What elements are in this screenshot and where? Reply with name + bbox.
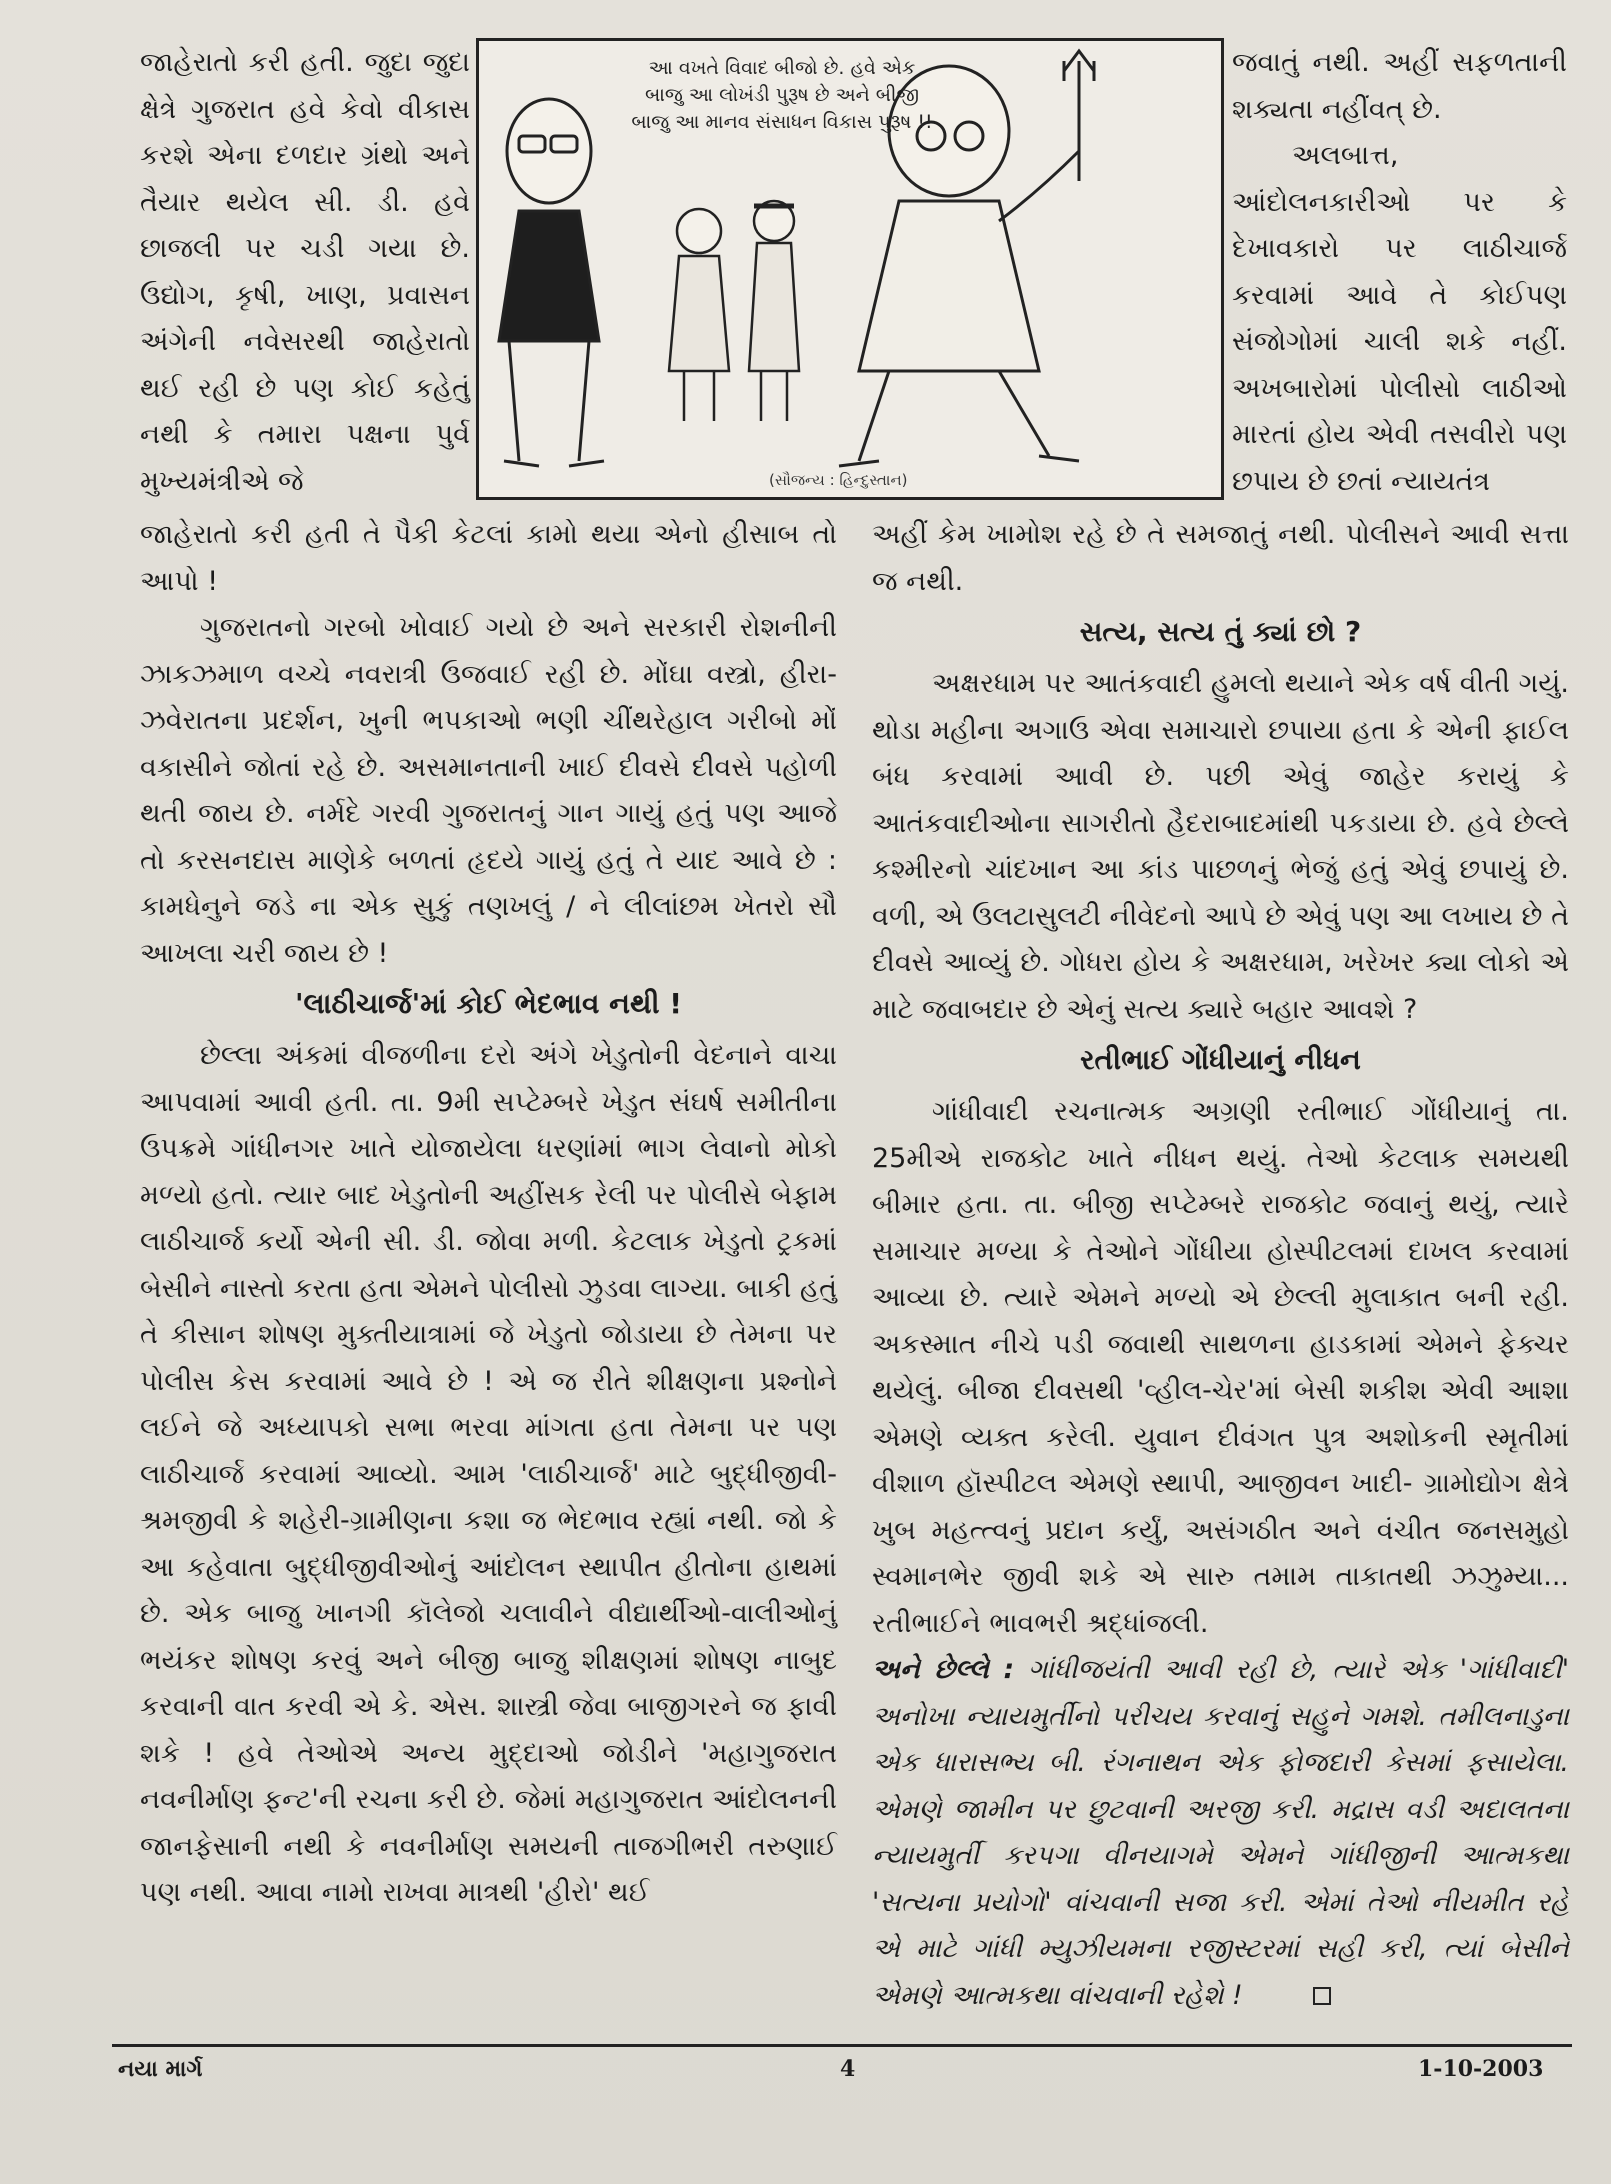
section-heading: સત્ય, સત્ય તું ક્યાં છો ? xyxy=(1079,615,1362,648)
cartoon-image xyxy=(476,38,1224,500)
left-column-top xyxy=(140,40,470,505)
left-column xyxy=(140,512,837,1917)
footer-rule xyxy=(112,2044,1572,2047)
issue-date: 1-10-2003 xyxy=(1418,2056,1544,2082)
article-paragraph: જવાતું નથી. અહીં સફળતાની શક્યતા નહીંવત્ છે. xyxy=(1232,47,1567,125)
article-paragraph: અહીં કેમ ખામોશ રહે છે તે સમજાતું નથી. પોલીસને આવી સત્તા જ નથી. xyxy=(872,519,1569,597)
article-paragraph: અક્ષરધામ પર આતંકવાદી હુમલો થયાને એક વર્ષ વીતી ગયું. થોડા મહીના અગાઉ એવા સમાચારો છપાયા હતા કે એની ફાઈલ બંધ કરવામાં આવી છે. પછી એવું જાહેર કરાયું કે આતંકવાદીઓના સાગરીતો હૈદરાબાદમાંથી પકડાયા છે. હવે છેલ્લે કશ્મીરનો ચાંદખાન આ કાંડ પાછળનું ભેજું હતું એવું છપાયું છે. વળી, એ ઉલટાસુલટી નીવેદનો આપે છે એવું પણ આ લખાય છે તે દીવસે આવ્યું છે. ગોધરા હોય કે અક્ષરધામ, ખરેખર ક્યા લોકો એ માટે જવાબદાર છે એનું સત્ય ક્યારે બહાર આવશે ? xyxy=(872,668,1569,1025)
section-heading: રતીભાઈ ગોંધીયાનું નીધન xyxy=(1080,1043,1361,1076)
end-mark-icon xyxy=(1313,1987,1331,2005)
article-paragraph: જાહેરાતો કરી હતી. જુદા જુદા ક્ષેત્રે ગુજરાત હવે કેવો વીકાસ કરશે એના દળદાર ગ્રંથો અને તૈયાર થયેલ સી. ડી. હવે છાજલી પર ચડી ગયા છે. ઉદ્યોગ, કૃષી, ખાણ, પ્રવાસન અંગેની નવેસરથી જાહેરાતો થઈ રહી છે પણ કોઈ કહેતું નથી કે તમારા પક્ષના પુર્વ મુખ્યમંત્રીએ જે xyxy=(140,47,470,497)
page-number: 4 xyxy=(840,2056,856,2082)
article-paragraph: છેલ્લા અંકમાં વીજળીના દરો અંગે ખેડુતોની વેદનાને વાચા આપવામાં આવી હતી. તા. 9મી સપ્ટેમ્બરે ખેડુત સંઘર્ષ સમીતીના ઉપક્રમે ગાંધીનગર ખાતે યોજાયેલા ધરણાંમાં ભાગ લેવાનો મોકો મળ્યો હતો. ત્યાર બાદ ખેડુતોની અહીંસક રેલી પર પોલીસે બેફામ લાઠીચાર્જ કર્યો એની સી. ડી. જોવા મળી. કેટલાક ખેડુતો ટ્રકમાં બેસીને નાસ્તો કરતા હતા એમને પોલીસો ઝુડવા લાગ્યા. બાકી હતું તે કીસાન શોષણ મુક્તીયાત્રામાં જે ખેડુતો જોડાયા છે તેમના પર પોલીસ કેસ કરવામાં આવે છે ! એ જ રીતે શીક્ષણના પ્રશ્નોને લઈને જે અધ્યાપકો સભા ભરવા માંગતા હતા તેમના પર પણ લાઠીચાર્જ કરવામાં આવ્યો. આમ 'લાઠીચાર્જ' માટે બુદ્ધીજીવી-શ્રમજીવી કે શહેરી-ગ્રામીણના કશા જ ભેદભાવ રહ્યાં નથી. જો કે આ કહેવાતા બુદ્ધીજીવીઓનું આંદોલન સ્થાપીત હીતોના હાથમાં છે. એક બાજુ ખાનગી કૉલેજો ચલાવીને વીદ્યાર્થીઓ-વાલીઓનું ભયંકર શોષણ કરવું અને બીજી બાજુ શીક્ષણમાં શોષણ નાબુદ કરવાની વાત કરવી એ કે. એસ. શાસ્ત્રી જેવા બાજીગરને જ ફાવી શકે ! હવે તેઓએ અન્ય મુદ્દાઓ જોડીને 'મહાગુજરાત નવનીર્માણ ફન્ટ'ની રચના કરી છે. જેમાં મહાગુજરાત આંદોલનની જાનફેસાની નથી કે નવનીર્માણ સમયની તાજગીભરી તરુણાઈ પણ નથી. આવા નામો રાખવા માત્રથી 'હીરો' થઈ xyxy=(140,1040,837,1908)
section-heading: 'લાઠીચાર્જ'માં કોઈ ભેદભાવ નથી ! xyxy=(294,987,683,1020)
closing-note-text: ગાંધીજયંતી આવી રહી છે, ત્યારે એક 'ગાંધીવાદી' અનોખા ન્યાયમુર્તીનો પરીચય કરવાનું સહુને ગમશે. તમીલનાડુના એક ધારાસભ્ય બી. રંગનાથન એક ફોજદારી કેસમાં ફસાયેલા. એમણે જામીન પર છુટવાની અરજી કરી. મદ્રાસ વડી અદાલતના ન્યાયમુર્તી કરપગા વીનયાગમે એમને ગાંધીજીની આત્મકથા 'સત્યના પ્રયોગો' વાંચવાની સજા કરી. એમાં તેઓ નીયમીત રહે એ માટે ગાંધી મ્યુઝીયમના રજીસ્ટરમાં સહી કરી, ત્યાં બેસીને એમણે આત્મકથા વાંચવાની રહેશે ! xyxy=(872,1654,1569,2011)
closing-note-lead: અને છેલ્લે : xyxy=(872,1654,1015,1685)
article-paragraph: ગુજરાતનો ગરબો ખોવાઈ ગયો છે અને સરકારી રોશનીની ઝાકઝમાળ વચ્ચે નવરાત્રી ઉજવાઈ રહી છે. મોંઘા વસ્ત્રો, હીરા-ઝવેરાતના પ્રદર્શન, ખુની ભપકાઓ ભણી ચીંથરેહાલ ગરીબો મોં વકાસીને જોતાં રહે છે. અસમાનતાની ખાઈ દીવસે દીવસે પહોળી થતી જાય છે. નર્મદે ગરવી ગુજરાતનું ગાન ગાયું હતું પણ આજે તો કરસનદાસ માણેકે બળતાં હૃદયે ગાયું હતું તે યાદ આવે છે : કામધેનુને જડે ના એક સુકું તણખલું / ને લીલાંછમ ખેતરો સૌ આખલા ચરી જાય છે ! xyxy=(140,612,837,969)
article-paragraph: જાહેરાતો કરી હતી તે પૈકી કેટલાં કામો થયા એનો હીસાબ તો આપો ! xyxy=(140,519,837,597)
article-paragraph: અલબાત્ત, આંદોલનકારીઓ પર કે દેખાવકારો પર લાઠીચાર્જ કરવામાં આવે તે કોઈપણ સંજોગોમાં ચાલી શકે નહીં. અખબારોમાં પોલીસો લાઠીઓ મારતાં હોય એવી તસવીરો પણ છપાય છે છતાં ન્યાયતંત્ર xyxy=(1232,140,1567,497)
cartoon-credit: (સૌજન્ય : હિન્દુસ્તાન) xyxy=(769,471,908,489)
publication-name: નયા માર્ગ xyxy=(118,2056,203,2082)
speech-bubble: આ વખતે વિવાદ બીજો છે. હવે એક બાજુ આ લોખંડી પુરૂષ છે અને બીજી બાજુ આ માનવ સંસાધન વિકાસ પુરૂષ !! xyxy=(631,57,933,133)
closing-note xyxy=(872,1647,1569,2019)
right-column-top xyxy=(1232,40,1567,505)
article-paragraph: ગાંધીવાદી રચનાત્મક અગ્રણી રતીભાઈ ગોંધીયાનું તા. 25મીએ રાજકોટ ખાતે નીધન થયું. તેઓ કેટલાક સમયથી બીમાર હતા. તા. બીજી સપ્ટેમ્બરે રાજકોટ જવાનું થયું, ત્યારે સમાચાર મળ્યા કે તેઓને ગોંધીયા હોસ્પીટલમાં દાખલ કરવામાં આવ્યા છે. ત્યારે એમને મળ્યો એ છેલ્લી મુલાકાત બની રહી. અકસ્માત નીચે પડી જવાથી સાથળના હાડકામાં એમને ફેક્ચર થયેલું. બીજા દીવસથી 'વ્હીલ-ચેર'માં બેસી શકીશ એવી આશા એમણે વ્યક્ત કરેલી. યુવાન દીવંગત પુત્ર અશોકની સ્મૃતીમાં વીશાળ હૉસ્પીટલ એમણે સ્થાપી, આજીવન ખાદી- ગ્રામોદ્યોગ ક્ષેત્રે ખુબ મહત્ત્વનું પ્રદાન કર્યું, અસંગઠીત અને વંચીત જનસમુહો સ્વમાનભેર જીવી શકે એ સારુ તમામ તાકાતથી ઝઝુમ્યા... રતીભાઈને ભાવભરી શ્રદ્ધાંજલી. xyxy=(872,1096,1569,1639)
right-column xyxy=(872,512,1569,2019)
